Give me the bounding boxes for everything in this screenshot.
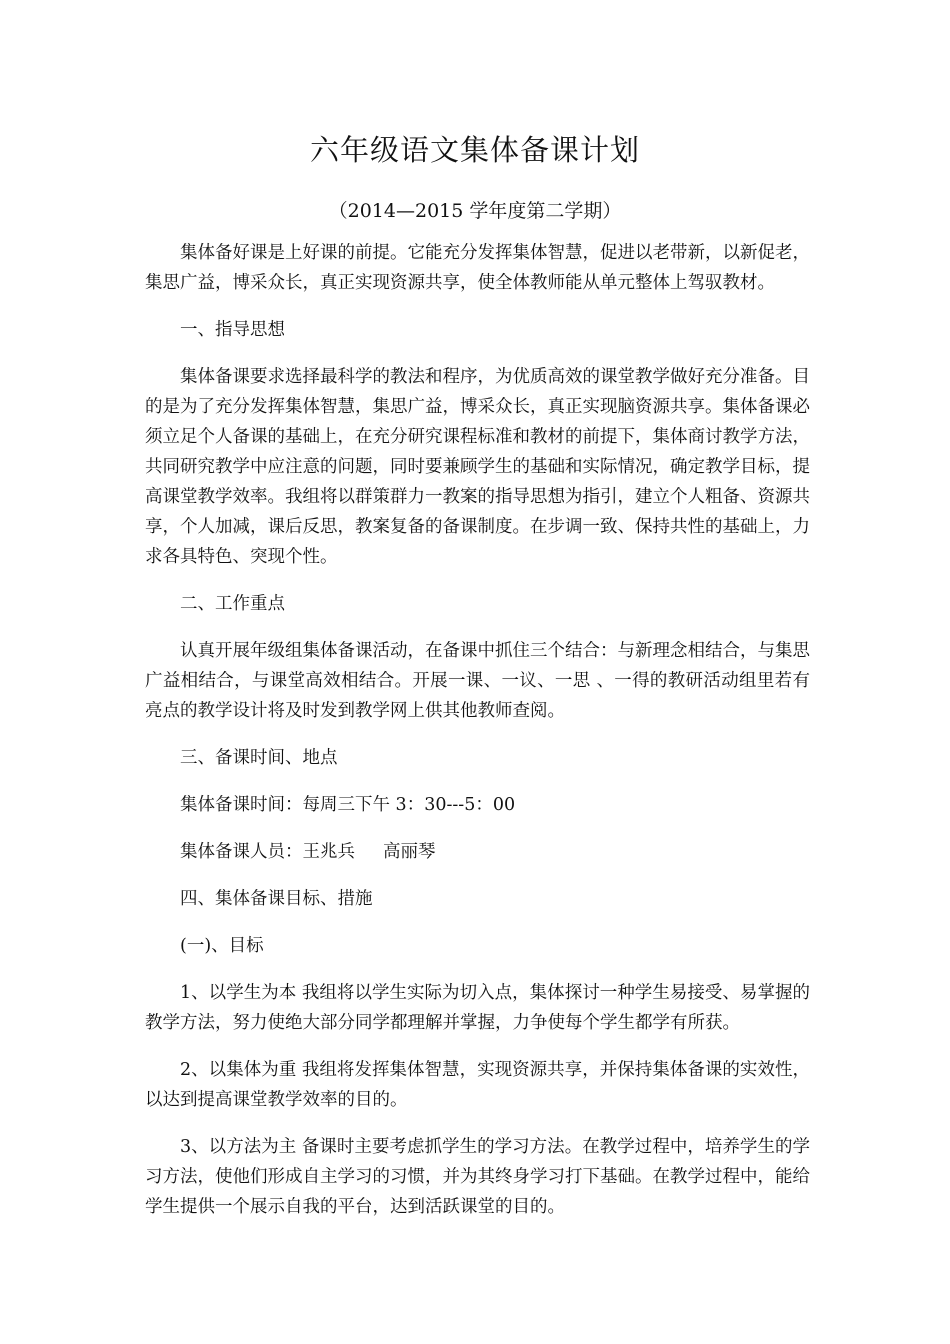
document-subtitle: （2014—2015 学年度第二学期） bbox=[328, 200, 622, 222]
members-label: 集体备课人员：王兆兵 bbox=[180, 842, 355, 862]
section-heading-time-place: 三、备课时间、地点 bbox=[180, 748, 338, 768]
section-heading-guiding-thought: 一、指导思想 bbox=[180, 320, 285, 340]
member-name: 高丽琴 bbox=[383, 842, 436, 862]
guiding-thought-paragraph: 集体备课要求选择最科学的教法和程序，为优质高效的课堂教学做好充分准备。目的是为了充分发挥集体智慧，集思广益，博采众长，真正实现脑资源共享。集体备课必须立足个人备课的基础上，在充分研究课程标准和教材的前提下，集体商讨教学方法，共同研究教学中应注意的问题，同时要兼顾学生的基础和实际情况，确定教学目标，提高课堂教学效率。我组将以群策群力一教案的指导思想为指引，建立个人粗备、资源共享，个人加减，课后反思，教案复备的备课制度。在步调一致、保持共性的基础上，力求各具特色、突现个性。 bbox=[145, 367, 810, 567]
goal-item: 2、以集体为重 我组将发挥集体智慧，实现资源共享，并保持集体备课的实效性，以达到提高课堂教学效率的目的。 bbox=[145, 1060, 810, 1110]
section-heading-work-focus: 二、工作重点 bbox=[180, 594, 285, 614]
intro-paragraph: 集体备好课是上好课的前提。它能充分发挥集体智慧，促进以老带新，以新促老，集思广益，博采众长，真正实现资源共享，使全体教师能从单元整体上驾驭教材。 bbox=[145, 243, 810, 293]
sub-heading-goals: (一)、目标 bbox=[180, 936, 264, 956]
document-body bbox=[145, 238, 810, 1239]
document-title: 六年级语文集体备课计划 bbox=[309, 133, 640, 167]
meeting-time-line: 集体备课时间：每周三下午 3：30---5：00 bbox=[180, 795, 516, 815]
goal-item: 3、以方法为主 备课时主要考虑抓学生的学习方法。在教学过程中，培养学生的学习方法，使他们形成自主学习的习惯，并为其终身学习打下基础。在教学过程中，能给学生提供一个展示自我的平台，达到活跃课堂的目的。 bbox=[145, 1137, 810, 1217]
section-heading-goals-measures: 四、集体备课目标、措施 bbox=[180, 889, 373, 909]
members-line bbox=[145, 837, 810, 867]
work-focus-paragraph: 认真开展年级组集体备课活动，在备课中抓住三个结合：与新理念相结合，与集思广益相结合，与课堂高效相结合。开展一课、一议、一思 、一得的教研活动组里若有亮点的教学设计将及时发到教学网上供其他教师查阅。 bbox=[145, 641, 810, 721]
goal-item: 1、以学生为本 我组将以学生实际为切入点，集体探讨一种学生易接受、易掌握的教学方法，努力使绝大部分同学都理解并掌握，力争使每个学生都学有所获。 bbox=[145, 983, 810, 1033]
